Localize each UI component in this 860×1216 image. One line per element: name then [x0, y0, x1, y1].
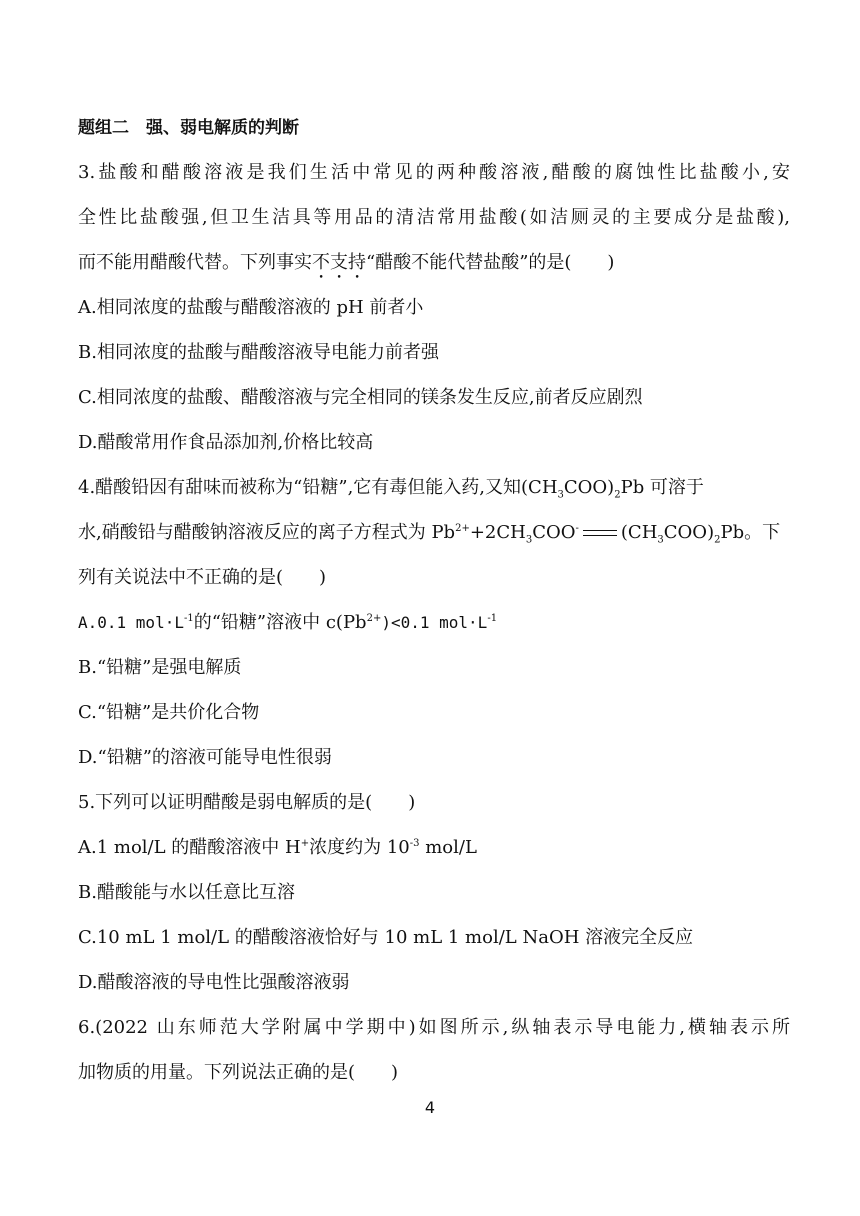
superscript: 2+	[455, 523, 470, 534]
q4-option-d: D.“铅糖”的溶液可能导电性很弱	[78, 747, 332, 768]
formula-text: COO)	[663, 522, 715, 543]
q5-option-b: B.醋酸能与水以任意比互溶	[78, 882, 295, 903]
option-text: A.0.1 mol·L	[78, 613, 184, 632]
q3-option-b: B.相同浓度的盐酸与醋酸溶液导电能力前者强	[78, 342, 439, 363]
option-text: )<0.1 mol·L	[381, 613, 488, 632]
q5-option-c: C.10 mL 1 mol/L 的醋酸溶液恰好与 10 mL 1 mol/L NaOH 溶液完全反应	[78, 927, 694, 948]
q5-option-d: D.醋酸溶液的导电性比强酸溶液弱	[78, 972, 350, 993]
subscript: 3	[657, 534, 664, 546]
q4-stem-line-2	[78, 522, 790, 544]
q4-stem-text: Pb 可溶于	[620, 477, 704, 498]
superscript: 2+	[366, 613, 382, 624]
page-number: 4	[424, 1098, 436, 1117]
q3-emphasis-text: 不支持	[312, 252, 366, 273]
formula-text: COO	[532, 522, 576, 543]
subscript: 2	[714, 534, 721, 546]
formula-text: +2CH	[469, 522, 526, 543]
option-text: A.1 mol/L 的醋酸溶液中 H	[78, 837, 301, 858]
q4-stem-text: Pb。下	[720, 522, 781, 543]
q3-stem-text: 而不能用醋酸代替。下列事实	[78, 252, 312, 273]
q4-stem-text: 水,硝酸铅与醋酸钠溶液反应的离子方程式为 Pb	[78, 522, 456, 543]
option-text: 浓度约为 10	[309, 837, 410, 858]
subscript: 3	[557, 489, 564, 501]
section-heading: 题组二 强、弱电解质的判断	[78, 118, 299, 138]
q3-stem-tail: “醋酸不能代替盐酸”的是( )	[366, 252, 615, 273]
superscript: -1	[487, 613, 498, 624]
q4-stem-text: 4.醋酸铅因有甜味而被称为“铅糖”,它有毒但能入药,又知(CH	[78, 477, 558, 498]
superscript: -1	[183, 613, 194, 624]
q3-option-a: A.相同浓度的盐酸与醋酸溶液的 pH 前者小	[78, 297, 424, 318]
formula-text: COO)	[563, 477, 615, 498]
q6-stem-line-2: 加物质的用量。下列说法正确的是( )	[78, 1062, 399, 1083]
q3-stem-line-1: 3.盐酸和醋酸溶液是我们生活中常见的两种酸溶液,醋酸的腐蚀性比盐酸小,安	[78, 162, 790, 183]
superscript: +	[300, 838, 310, 849]
q3-stem-line-2: 全性比盐酸强,但卫生洁具等用品的清洁常用盐酸(如洁厕灵的主要成分是盐酸),	[78, 207, 790, 228]
q3-stem-line-3	[78, 252, 790, 283]
subscript: 3	[525, 534, 533, 546]
subscript: 2	[614, 489, 621, 501]
q4-option-b: B.“铅糖”是强电解质	[78, 657, 242, 678]
superscript: -	[575, 523, 579, 534]
q3-option-c: C.相同浓度的盐酸、醋酸溶液与完全相同的镁条发生反应,前者反应剧烈	[78, 387, 643, 408]
q5-option-a	[78, 837, 790, 859]
q4-stem-line-3: 列有关说法中不正确的是( )	[78, 567, 327, 588]
equals-sign-icon	[583, 530, 617, 536]
superscript: -3	[409, 838, 420, 849]
q6-stem-line-1: 6.(2022 山东师范大学附属中学期中)如图所示,纵轴表示导电能力,横轴表示所	[78, 1017, 790, 1038]
q5-stem: 5.下列可以证明醋酸是弱电解质的是( )	[78, 792, 416, 813]
q3-option-d: D.醋酸常用作食品添加剂,价格比较高	[78, 432, 374, 453]
q4-option-a	[78, 612, 790, 634]
option-text: mol/L	[419, 837, 477, 858]
option-text: 的“铅糖”溶液中 c(Pb	[193, 612, 367, 633]
q4-stem-line-1	[78, 477, 790, 499]
formula-text: (CH	[620, 522, 658, 543]
q4-option-c: C.“铅糖”是共价化合物	[78, 702, 260, 723]
